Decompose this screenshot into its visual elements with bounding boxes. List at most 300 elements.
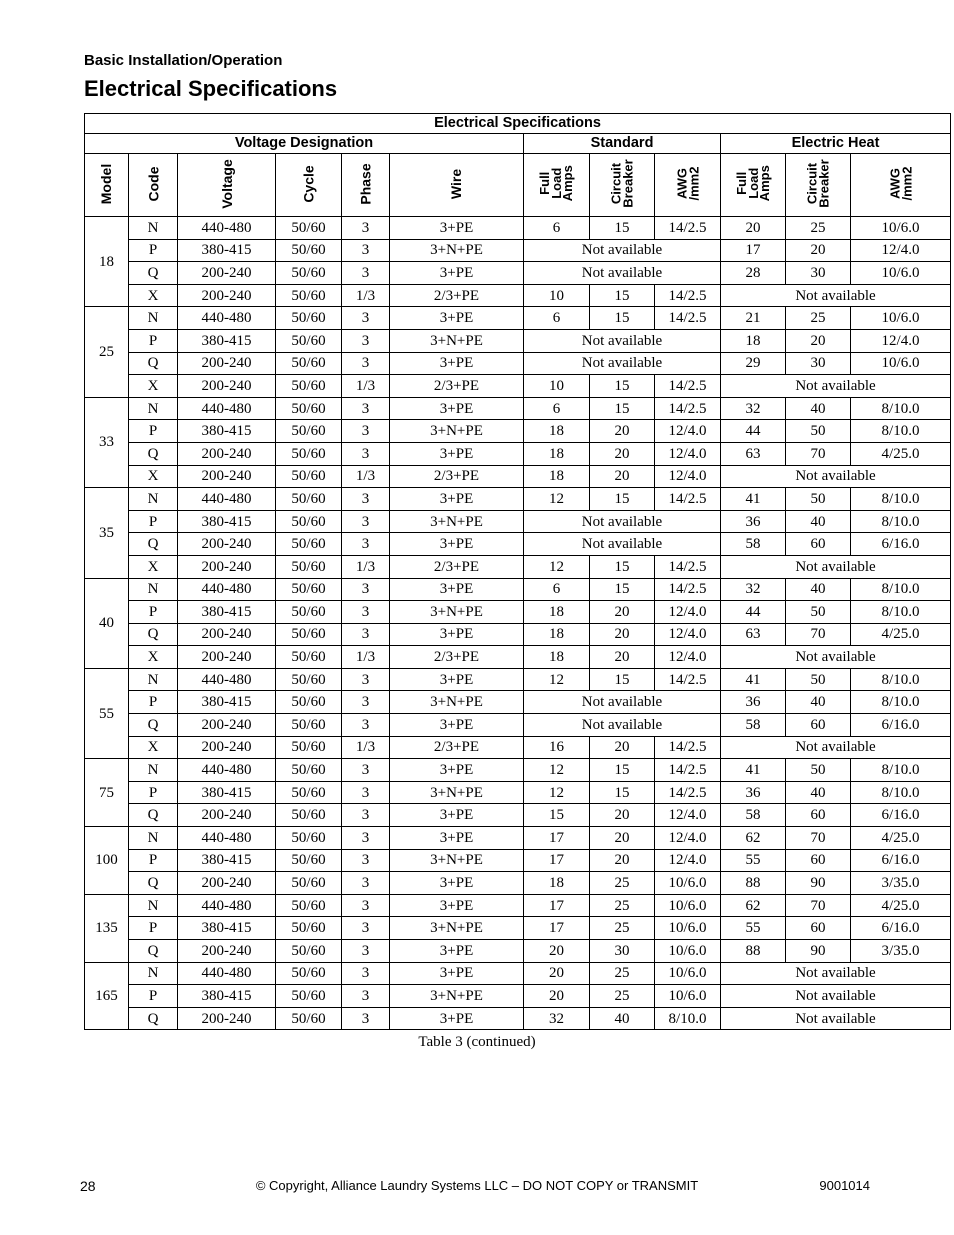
std-circuit-breaker-cell: 15 — [590, 397, 655, 420]
voltage-cell: 380-415 — [178, 510, 276, 533]
cycle-cell: 50/60 — [276, 533, 342, 556]
phase-cell: 3 — [342, 307, 390, 330]
std-circuit-breaker-cell: 20 — [590, 442, 655, 465]
std-full-load-amps-cell: 6 — [524, 307, 590, 330]
heat-circuit-breaker-cell: 40 — [786, 781, 851, 804]
std-circuit-breaker-cell: 15 — [590, 307, 655, 330]
wire-cell: 3+N+PE — [390, 329, 524, 352]
std-full-load-amps-cell: 17 — [524, 894, 590, 917]
phase-cell: 3 — [342, 623, 390, 646]
table-row — [85, 420, 951, 443]
voltage-cell: 380-415 — [178, 239, 276, 262]
std-circuit-breaker-cell: 15 — [590, 781, 655, 804]
heat-awg-cell: 8/10.0 — [851, 578, 951, 601]
voltage-cell: 440-480 — [178, 217, 276, 240]
std-circuit-breaker-cell: 15 — [590, 668, 655, 691]
std-awg-cell: 12/4.0 — [655, 420, 721, 443]
voltage-cell: 200-240 — [178, 262, 276, 285]
column-header-label: AWG /mm2 — [887, 166, 914, 201]
phase-cell: 3 — [342, 488, 390, 511]
heat-circuit-breaker-cell: 90 — [786, 940, 851, 963]
heat-circuit-breaker-cell: 60 — [786, 849, 851, 872]
heat-full-load-amps-cell: 20 — [721, 217, 786, 240]
model-cell: 25 — [85, 307, 129, 397]
std-awg-cell: 14/2.5 — [655, 781, 721, 804]
std-awg-cell: 12/4.0 — [655, 646, 721, 669]
phase-cell: 3 — [342, 759, 390, 782]
wire-cell: 3+N+PE — [390, 510, 524, 533]
phase-cell: 3 — [342, 442, 390, 465]
column-header-heat-full-load-amps — [721, 154, 786, 217]
table-row — [85, 691, 951, 714]
std-full-load-amps-cell: 15 — [524, 804, 590, 827]
cycle-cell: 50/60 — [276, 962, 342, 985]
voltage-cell: 380-415 — [178, 917, 276, 940]
std-full-load-amps-cell: 17 — [524, 917, 590, 940]
column-header-phase — [342, 154, 390, 217]
wire-cell: 3+PE — [390, 397, 524, 420]
std-not-available-cell: Not available — [524, 533, 721, 556]
heat-full-load-amps-cell: 63 — [721, 442, 786, 465]
wire-cell: 3+PE — [390, 714, 524, 737]
cycle-cell: 50/60 — [276, 397, 342, 420]
code-cell: N — [129, 397, 178, 420]
wire-cell: 2/3+PE — [390, 284, 524, 307]
std-circuit-breaker-cell: 20 — [590, 601, 655, 624]
code-cell: P — [129, 329, 178, 352]
heat-not-available-cell: Not available — [721, 962, 951, 985]
phase-cell: 3 — [342, 329, 390, 352]
heat-awg-cell: 6/16.0 — [851, 917, 951, 940]
column-header-label: Phase — [357, 163, 374, 205]
phase-cell: 3 — [342, 985, 390, 1008]
heat-full-load-amps-cell: 36 — [721, 691, 786, 714]
code-cell: Q — [129, 352, 178, 375]
heat-full-load-amps-cell: 36 — [721, 781, 786, 804]
table-row — [85, 329, 951, 352]
heat-awg-cell: 3/35.0 — [851, 872, 951, 895]
std-full-load-amps-cell: 6 — [524, 217, 590, 240]
cycle-cell: 50/60 — [276, 465, 342, 488]
column-header-label: Voltage — [218, 159, 235, 209]
cycle-cell: 50/60 — [276, 804, 342, 827]
code-cell: N — [129, 894, 178, 917]
std-circuit-breaker-cell: 15 — [590, 375, 655, 398]
code-cell: Q — [129, 714, 178, 737]
table-row — [85, 510, 951, 533]
voltage-cell: 200-240 — [178, 555, 276, 578]
std-circuit-breaker-cell: 40 — [590, 1007, 655, 1030]
column-header-voltage — [178, 154, 276, 217]
wire-cell: 3+PE — [390, 578, 524, 601]
phase-cell: 3 — [342, 714, 390, 737]
cycle-cell: 50/60 — [276, 985, 342, 1008]
std-full-load-amps-cell: 10 — [524, 284, 590, 307]
model-cell: 100 — [85, 827, 129, 895]
table-row — [85, 804, 951, 827]
voltage-cell: 200-240 — [178, 714, 276, 737]
std-full-load-amps-cell: 17 — [524, 849, 590, 872]
table-row — [85, 962, 951, 985]
std-awg-cell: 12/4.0 — [655, 804, 721, 827]
column-header-code — [129, 154, 178, 217]
column-header-label: Full Load Amps — [733, 165, 772, 202]
code-cell: Q — [129, 442, 178, 465]
std-full-load-amps-cell: 18 — [524, 601, 590, 624]
table-row — [85, 284, 951, 307]
wire-cell: 3+PE — [390, 759, 524, 782]
code-cell: N — [129, 759, 178, 782]
voltage-cell: 380-415 — [178, 781, 276, 804]
code-cell: N — [129, 962, 178, 985]
code-cell: X — [129, 465, 178, 488]
wire-cell: 3+N+PE — [390, 985, 524, 1008]
std-circuit-breaker-cell: 20 — [590, 736, 655, 759]
voltage-cell: 440-480 — [178, 578, 276, 601]
heat-not-available-cell: Not available — [721, 1007, 951, 1030]
phase-cell: 1/3 — [342, 465, 390, 488]
heat-circuit-breaker-cell: 40 — [786, 691, 851, 714]
table-row — [85, 827, 951, 850]
heat-circuit-breaker-cell: 50 — [786, 759, 851, 782]
std-circuit-breaker-cell: 15 — [590, 217, 655, 240]
heat-awg-cell: 8/10.0 — [851, 668, 951, 691]
std-awg-cell: 12/4.0 — [655, 623, 721, 646]
heat-not-available-cell: Not available — [721, 284, 951, 307]
std-awg-cell: 14/2.5 — [655, 668, 721, 691]
heat-circuit-breaker-cell: 20 — [786, 239, 851, 262]
wire-cell: 2/3+PE — [390, 736, 524, 759]
code-cell: N — [129, 307, 178, 330]
table-row — [85, 646, 951, 669]
column-header-label: AWG /mm2 — [674, 166, 701, 201]
table-row — [85, 488, 951, 511]
std-circuit-breaker-cell: 20 — [590, 646, 655, 669]
heat-full-load-amps-cell: 29 — [721, 352, 786, 375]
heat-awg-cell: 10/6.0 — [851, 352, 951, 375]
wire-cell: 3+PE — [390, 488, 524, 511]
wire-cell: 3+N+PE — [390, 691, 524, 714]
cycle-cell: 50/60 — [276, 646, 342, 669]
std-circuit-breaker-cell: 30 — [590, 940, 655, 963]
heat-full-load-amps-cell: 41 — [721, 488, 786, 511]
column-header-std-full-load-amps — [524, 154, 590, 217]
column-header-cycle — [276, 154, 342, 217]
voltage-cell: 440-480 — [178, 894, 276, 917]
voltage-cell: 200-240 — [178, 442, 276, 465]
std-circuit-breaker-cell: 25 — [590, 985, 655, 1008]
page-title: Electrical Specifications — [84, 76, 338, 101]
phase-cell: 3 — [342, 217, 390, 240]
heat-circuit-breaker-cell: 30 — [786, 262, 851, 285]
heat-not-available-cell: Not available — [721, 375, 951, 398]
page-number: 28 — [80, 1178, 96, 1194]
heat-circuit-breaker-cell: 50 — [786, 668, 851, 691]
heat-circuit-breaker-cell: 50 — [786, 601, 851, 624]
heat-full-load-amps-cell: 18 — [721, 329, 786, 352]
voltage-cell: 200-240 — [178, 940, 276, 963]
heat-awg-cell: 8/10.0 — [851, 488, 951, 511]
wire-cell: 3+PE — [390, 804, 524, 827]
cycle-cell: 50/60 — [276, 940, 342, 963]
code-cell: Q — [129, 1007, 178, 1030]
voltage-cell: 200-240 — [178, 804, 276, 827]
std-full-load-amps-cell: 20 — [524, 940, 590, 963]
cycle-cell: 50/60 — [276, 307, 342, 330]
heat-full-load-amps-cell: 58 — [721, 714, 786, 737]
copyright-notice: © Copyright, Alliance Laundry Systems LLC – DO NOT COPY or TRANSMIT — [255, 1178, 699, 1193]
table-caption: Table 3 (continued) — [418, 1034, 536, 1050]
phase-cell: 3 — [342, 578, 390, 601]
heat-awg-cell: 12/4.0 — [851, 329, 951, 352]
code-cell: P — [129, 781, 178, 804]
heat-circuit-breaker-cell: 50 — [786, 420, 851, 443]
code-cell: X — [129, 284, 178, 307]
heat-full-load-amps-cell: 62 — [721, 894, 786, 917]
wire-cell: 3+N+PE — [390, 239, 524, 262]
cycle-cell: 50/60 — [276, 352, 342, 375]
model-cell: 18 — [85, 217, 129, 307]
std-full-load-amps-cell: 12 — [524, 488, 590, 511]
phase-cell: 3 — [342, 962, 390, 985]
heat-circuit-breaker-cell: 60 — [786, 714, 851, 737]
table-row — [85, 894, 951, 917]
heat-awg-cell: 8/10.0 — [851, 510, 951, 533]
heat-full-load-amps-cell: 41 — [721, 759, 786, 782]
heat-full-load-amps-cell: 55 — [721, 849, 786, 872]
std-awg-cell: 8/10.0 — [655, 1007, 721, 1030]
model-cell: 135 — [85, 894, 129, 962]
heat-awg-cell: 4/25.0 — [851, 827, 951, 850]
column-header-label: Circuit Breaker — [608, 159, 635, 208]
cycle-cell: 50/60 — [276, 894, 342, 917]
std-not-available-cell: Not available — [524, 352, 721, 375]
table-row — [85, 781, 951, 804]
electrical-spec-table — [84, 113, 951, 1030]
column-header-label: Model — [98, 163, 115, 205]
std-circuit-breaker-cell: 25 — [590, 917, 655, 940]
code-cell: P — [129, 849, 178, 872]
code-cell: P — [129, 917, 178, 940]
voltage-cell: 380-415 — [178, 601, 276, 624]
std-full-load-amps-cell: 17 — [524, 827, 590, 850]
heat-full-load-amps-cell: 62 — [721, 827, 786, 850]
column-header-heat-circuit-breaker — [786, 154, 851, 217]
std-awg-cell: 14/2.5 — [655, 578, 721, 601]
std-full-load-amps-cell: 18 — [524, 442, 590, 465]
heat-circuit-breaker-cell: 50 — [786, 488, 851, 511]
std-not-available-cell: Not available — [524, 329, 721, 352]
code-cell: Q — [129, 623, 178, 646]
std-awg-cell: 12/4.0 — [655, 601, 721, 624]
code-cell: P — [129, 691, 178, 714]
heat-full-load-amps-cell: 21 — [721, 307, 786, 330]
heat-circuit-breaker-cell: 25 — [786, 307, 851, 330]
heat-circuit-breaker-cell: 60 — [786, 917, 851, 940]
phase-cell: 3 — [342, 601, 390, 624]
std-not-available-cell: Not available — [524, 691, 721, 714]
code-cell: Q — [129, 804, 178, 827]
code-cell: X — [129, 555, 178, 578]
heat-full-load-amps-cell: 44 — [721, 420, 786, 443]
cycle-cell: 50/60 — [276, 488, 342, 511]
phase-cell: 3 — [342, 1007, 390, 1030]
wire-cell: 3+PE — [390, 894, 524, 917]
std-full-load-amps-cell: 6 — [524, 397, 590, 420]
heat-awg-cell: 6/16.0 — [851, 804, 951, 827]
heat-awg-cell: 8/10.0 — [851, 781, 951, 804]
std-not-available-cell: Not available — [524, 510, 721, 533]
std-awg-cell: 10/6.0 — [655, 872, 721, 895]
heat-circuit-breaker-cell: 70 — [786, 442, 851, 465]
code-cell: N — [129, 578, 178, 601]
group-electric-heat: Electric Heat — [721, 134, 951, 154]
voltage-cell: 200-240 — [178, 623, 276, 646]
wire-cell: 3+PE — [390, 940, 524, 963]
std-not-available-cell: Not available — [524, 239, 721, 262]
heat-full-load-amps-cell: 58 — [721, 533, 786, 556]
model-cell: 55 — [85, 668, 129, 758]
heat-full-load-amps-cell: 28 — [721, 262, 786, 285]
heat-full-load-amps-cell: 58 — [721, 804, 786, 827]
phase-cell: 3 — [342, 804, 390, 827]
wire-cell: 3+PE — [390, 262, 524, 285]
cycle-cell: 50/60 — [276, 601, 342, 624]
phase-cell: 3 — [342, 352, 390, 375]
phase-cell: 3 — [342, 397, 390, 420]
std-awg-cell: 14/2.5 — [655, 217, 721, 240]
cycle-cell: 50/60 — [276, 872, 342, 895]
voltage-cell: 200-240 — [178, 375, 276, 398]
cycle-cell: 50/60 — [276, 668, 342, 691]
heat-circuit-breaker-cell: 60 — [786, 804, 851, 827]
model-cell: 35 — [85, 488, 129, 578]
cycle-cell: 50/60 — [276, 329, 342, 352]
voltage-cell: 380-415 — [178, 420, 276, 443]
wire-cell: 3+PE — [390, 962, 524, 985]
phase-cell: 3 — [342, 668, 390, 691]
wire-cell: 2/3+PE — [390, 646, 524, 669]
heat-circuit-breaker-cell: 30 — [786, 352, 851, 375]
heat-full-load-amps-cell: 36 — [721, 510, 786, 533]
code-cell: N — [129, 668, 178, 691]
std-full-load-amps-cell: 18 — [524, 872, 590, 895]
cycle-cell: 50/60 — [276, 781, 342, 804]
std-awg-cell: 12/4.0 — [655, 465, 721, 488]
std-awg-cell: 14/2.5 — [655, 736, 721, 759]
phase-cell: 1/3 — [342, 736, 390, 759]
std-circuit-breaker-cell: 20 — [590, 804, 655, 827]
heat-circuit-breaker-cell: 40 — [786, 510, 851, 533]
std-circuit-breaker-cell: 15 — [590, 759, 655, 782]
phase-cell: 3 — [342, 781, 390, 804]
voltage-cell: 200-240 — [178, 646, 276, 669]
std-awg-cell: 10/6.0 — [655, 985, 721, 1008]
heat-awg-cell: 4/25.0 — [851, 894, 951, 917]
table-row — [85, 352, 951, 375]
column-header-label: Wire — [448, 168, 465, 200]
heat-circuit-breaker-cell: 70 — [786, 827, 851, 850]
cycle-cell: 50/60 — [276, 284, 342, 307]
code-cell: P — [129, 239, 178, 262]
voltage-cell: 200-240 — [178, 533, 276, 556]
heat-not-available-cell: Not available — [721, 555, 951, 578]
phase-cell: 3 — [342, 917, 390, 940]
phase-cell: 3 — [342, 940, 390, 963]
cycle-cell: 50/60 — [276, 827, 342, 850]
std-full-load-amps-cell: 16 — [524, 736, 590, 759]
table-row — [85, 578, 951, 601]
heat-full-load-amps-cell: 88 — [721, 940, 786, 963]
std-awg-cell: 10/6.0 — [655, 894, 721, 917]
wire-cell: 2/3+PE — [390, 465, 524, 488]
std-full-load-amps-cell: 18 — [524, 623, 590, 646]
voltage-cell: 380-415 — [178, 329, 276, 352]
voltage-cell: 200-240 — [178, 352, 276, 375]
heat-awg-cell: 4/25.0 — [851, 442, 951, 465]
wire-cell: 3+N+PE — [390, 420, 524, 443]
heat-full-load-amps-cell: 55 — [721, 917, 786, 940]
table-row — [85, 940, 951, 963]
std-circuit-breaker-cell: 15 — [590, 578, 655, 601]
std-circuit-breaker-cell: 20 — [590, 420, 655, 443]
heat-full-load-amps-cell: 44 — [721, 601, 786, 624]
code-cell: P — [129, 420, 178, 443]
column-header-std-circuit-breaker — [590, 154, 655, 217]
table-row — [85, 465, 951, 488]
std-full-load-amps-cell: 12 — [524, 759, 590, 782]
column-header-std-awg-mm2 — [655, 154, 721, 217]
wire-cell: 3+PE — [390, 307, 524, 330]
std-full-load-amps-cell: 10 — [524, 375, 590, 398]
code-cell: P — [129, 985, 178, 1008]
std-full-load-amps-cell: 12 — [524, 781, 590, 804]
code-cell: Q — [129, 533, 178, 556]
phase-cell: 1/3 — [342, 646, 390, 669]
heat-full-load-amps-cell: 17 — [721, 239, 786, 262]
heat-circuit-breaker-cell: 60 — [786, 533, 851, 556]
heat-awg-cell: 8/10.0 — [851, 601, 951, 624]
table-row — [85, 262, 951, 285]
wire-cell: 3+PE — [390, 217, 524, 240]
table-row — [85, 849, 951, 872]
phase-cell: 3 — [342, 510, 390, 533]
heat-awg-cell: 8/10.0 — [851, 691, 951, 714]
heat-full-load-amps-cell: 32 — [721, 578, 786, 601]
column-header-wire — [390, 154, 524, 217]
heat-awg-cell: 3/35.0 — [851, 940, 951, 963]
wire-cell: 2/3+PE — [390, 555, 524, 578]
code-cell: N — [129, 217, 178, 240]
std-awg-cell: 14/2.5 — [655, 284, 721, 307]
std-awg-cell: 10/6.0 — [655, 917, 721, 940]
code-cell: N — [129, 827, 178, 850]
phase-cell: 3 — [342, 827, 390, 850]
table-row — [85, 714, 951, 737]
wire-cell: 3+N+PE — [390, 781, 524, 804]
code-cell: Q — [129, 940, 178, 963]
cycle-cell: 50/60 — [276, 420, 342, 443]
table-row — [85, 601, 951, 624]
voltage-cell: 200-240 — [178, 872, 276, 895]
cycle-cell: 50/60 — [276, 623, 342, 646]
model-cell: 33 — [85, 397, 129, 487]
column-header-label: Code — [145, 166, 161, 202]
model-cell: 165 — [85, 962, 129, 1030]
cycle-cell: 50/60 — [276, 1007, 342, 1030]
section-label: Basic Installation/Operation — [84, 52, 283, 69]
cycle-cell: 50/60 — [276, 555, 342, 578]
